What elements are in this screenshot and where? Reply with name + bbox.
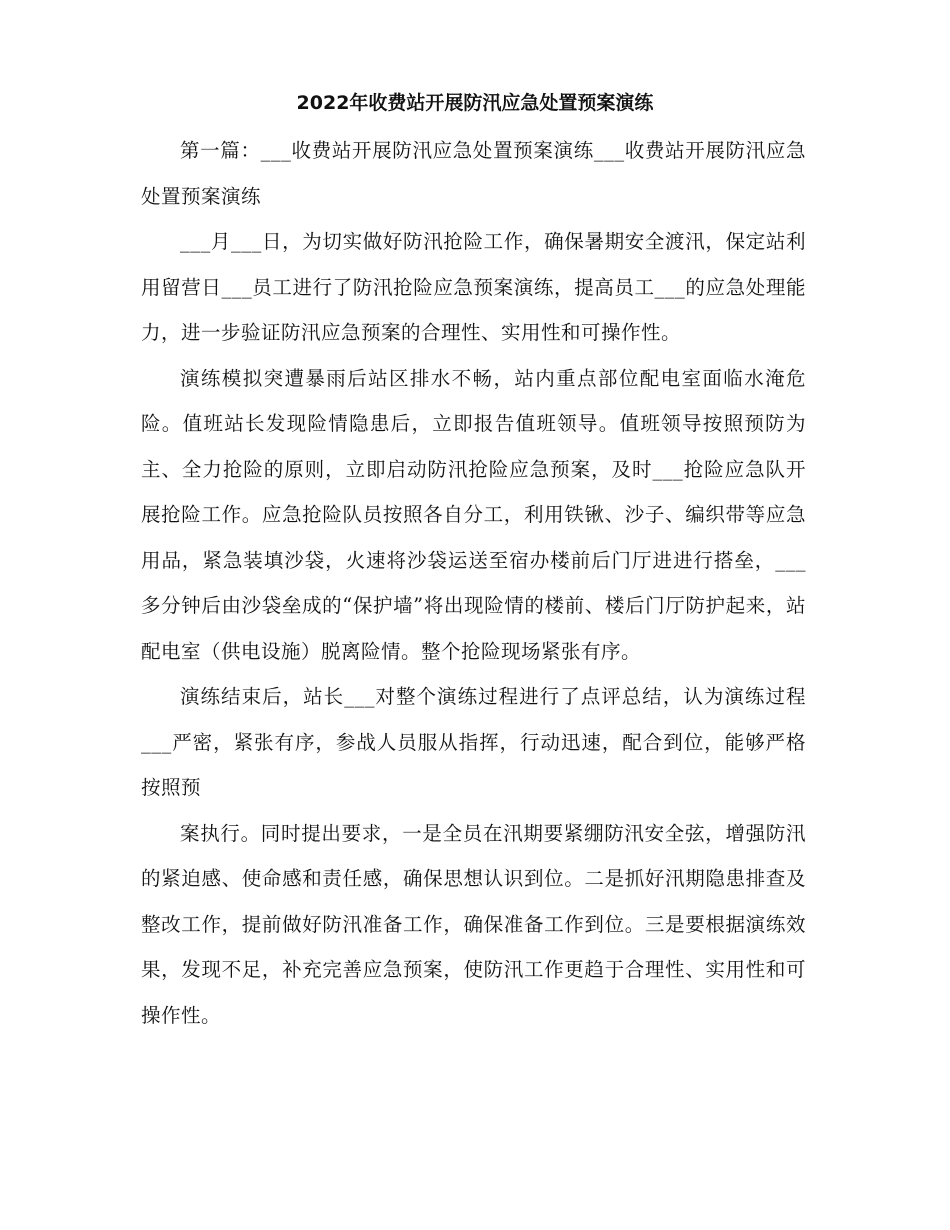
paragraph: 第一篇：___收费站开展防汛应急处置预案演练___收费站开展防汛应急处置预案演练 bbox=[141, 139, 806, 208]
paragraph: 案执行。同时提出要求，一是全员在汛期要紧绷防汛安全弦，增强防汛的紧迫感、使命感和责任感，确保思想认识到位。二是抓好汛期隐患排查及整改工作，提前做好防汛准备工作，确保准备工作到位。三是要根据演练效果，发现不足，补充完善应急预案，使防汛工作更趋于合理性、实用性和可操作性。 bbox=[141, 821, 806, 1027]
paragraph: ___月___日，为切实做好防汛抢险工作，确保暑期安全渡汛，保定站利用留营日___员工进行了防汛抢险应急预案演练，提高员工___的应急处理能力，进一步验证防汛应急预案的合理性、实用性和可操作性。 bbox=[141, 230, 806, 344]
paragraph: 演练结束后，站长___对整个演练过程进行了点评总结，认为演练过程___严密，紧张有序，参战人员服从指挥，行动迅速，配合到位，能够严格按照预 bbox=[141, 685, 806, 799]
document-body bbox=[141, 128, 806, 1038]
document-title: 2022年收费站开展防汛应急处置预案演练 bbox=[296, 92, 654, 114]
paragraph: 演练模拟突遭暴雨后站区排水不畅，站内重点部位配电室面临水淹危险。值班站长发现险情隐患后，立即报告值班领导。值班领导按照预防为主、全力抢险的原则，立即启动防汛抢险应急预案，及时___抢险应急队开展抢险工作。应急抢险队员按照各自分工，利用铁锹、沙子、编织带等应急用品，紧急装填沙袋，火速将沙袋运送至宿办楼前后门厅进进行搭垒，___多分钟后由沙袋垒成的“保护墙”将出现险情的楼前、楼后门厅防护起来，站配电室（供电设施）脱离险情。整个抢险现场紧张有序。 bbox=[141, 366, 806, 663]
